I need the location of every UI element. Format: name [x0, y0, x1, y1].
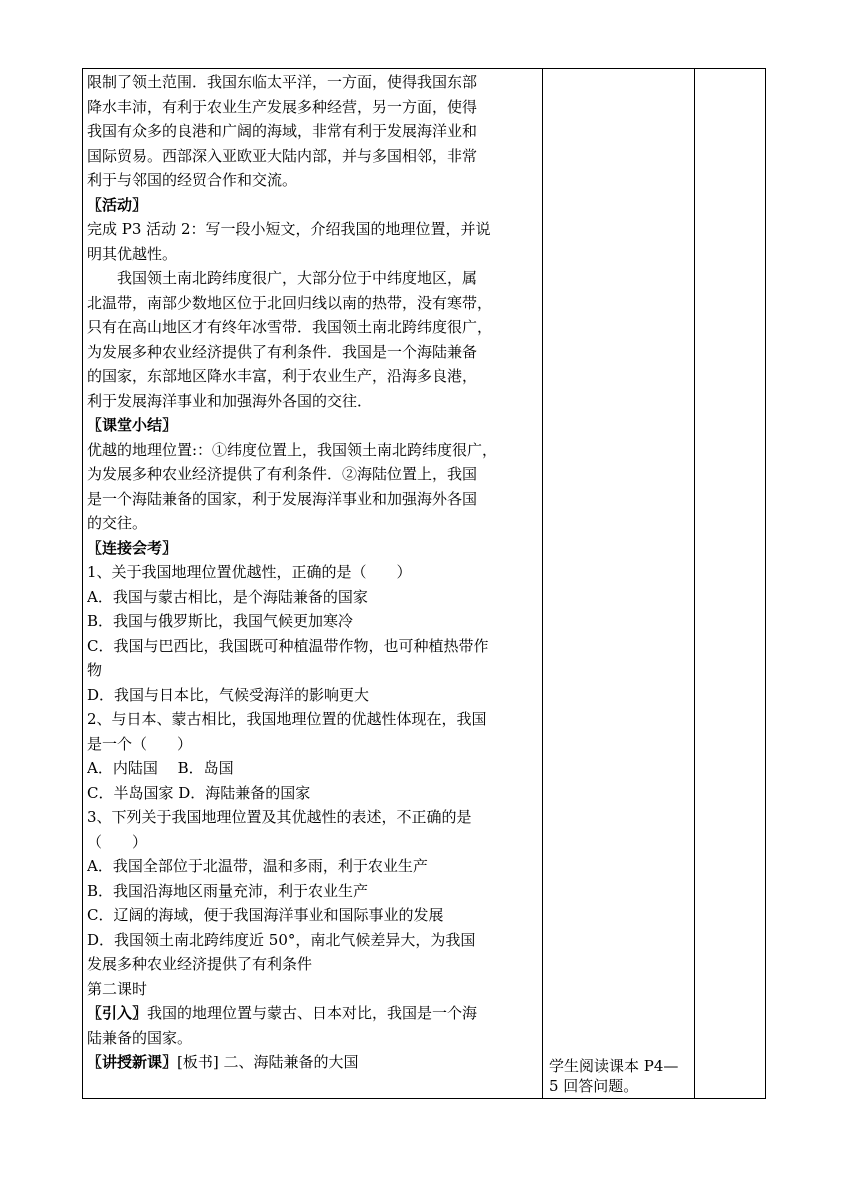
text-line: 的国家，东部地区降水丰富，利于农业生产，沿海多良港， — [87, 367, 478, 385]
text-line — [87, 1001, 538, 1026]
text-line: 第二课时 — [87, 979, 148, 998]
text-line: C．辽阔的海域，便于我国海洋事业和国际事业的发展 — [87, 906, 444, 924]
teaching-content — [83, 69, 542, 1075]
text-line: 1、关于我国地理位置优越性，正确的是（ ） — [87, 563, 412, 581]
text-line: C．我国与巴西比，我国既可种植温带作物，也可种植热带作 — [87, 636, 489, 655]
text-line: 我国领土南北跨纬度很广，大部分位于中纬度地区，属 — [87, 269, 478, 287]
text-line — [87, 1050, 538, 1075]
teaching-content-cell — [83, 69, 543, 1099]
inline-text: 我国的地理位置与蒙古、日本对比，我国是一个海 — [147, 1004, 478, 1022]
text-line: 是一个海陆兼备的国家，利于发展海洋事业和加强海外各国 — [87, 489, 478, 508]
text-line: 3、下列关于我国地理位置及其优越性的表述，不正确的是 — [87, 808, 472, 826]
text-line: 我国有众多的良港和广阔的海域，非常有利于发展海洋业和 — [87, 122, 478, 140]
student-activity-line: 学生阅读课本 P4— — [549, 1057, 679, 1075]
student-activity-line: 5 回答问题。 — [549, 1077, 639, 1095]
table-row — [83, 69, 766, 1099]
text-line: C．半岛国家 D．海陆兼备的国家 — [87, 783, 311, 802]
text-line: B．我国与俄罗斯比，我国气候更加寒冷 — [87, 612, 354, 630]
inline-heading: 〖引入〗 — [87, 1004, 148, 1022]
text-line: 利于发展海洋事业和加强海外各国的交往． — [87, 391, 373, 410]
text-line: 物 — [87, 661, 103, 679]
text-line: 明其优越性。 — [87, 244, 178, 263]
text-line: A．内陆国 B．岛国 — [87, 759, 234, 777]
text-line: （ ） — [87, 832, 148, 851]
student-activity-cell — [543, 69, 695, 1099]
text-line: A．我国与蒙古相比，是个海陆兼备的国家 — [87, 587, 368, 606]
text-line: 降水丰沛，有利于农业生产发展多种经营，另一方面，使得 — [87, 97, 478, 116]
inline-text: [板书] 二、海陆兼备的大国 — [177, 1053, 359, 1071]
text-line: 2、与日本、蒙古相比，我国地理位置的优越性体现在，我国 — [87, 710, 487, 728]
text-line: 国际贸易。西部深入亚欧亚大陆内部，并与多国相邻，非常 — [87, 146, 478, 165]
text-line: 利于与邻国的经贸合作和交流。 — [87, 171, 298, 189]
section-heading: 〖活动〗 — [87, 195, 148, 214]
text-line: 只有在高山地区才有终年冰雪带．我国领土南北跨纬度很广， — [87, 318, 493, 336]
text-line: A．我国全部位于北温带，温和多雨，利于农业生产 — [87, 857, 428, 875]
text-line: B．我国沿海地区雨量充沛，利于农业生产 — [87, 881, 369, 900]
text-line: 北温带，南部少数地区位于北回归线以南的热带，没有寒带， — [87, 293, 493, 312]
text-line: 优越的地理位置:：①纬度位置上，我国领土南北跨纬度很广， — [87, 440, 498, 459]
text-line: 完成 P3 活动 2：写一段小短文，介绍我国的地理位置，并说 — [87, 220, 491, 238]
text-line: 的交往。 — [87, 514, 148, 532]
lesson-plan-table — [82, 68, 766, 1099]
section-heading: 〖连接会考〗 — [87, 538, 178, 557]
student-activity — [549, 1056, 689, 1096]
text-line: 限制了领土范围．我国东临太平洋，一方面，使得我国东部 — [87, 73, 478, 91]
design-intent-cell — [695, 69, 766, 1099]
text-line: 为发展多种农业经济提供了有利条件．我国是一个海陆兼备 — [87, 342, 478, 361]
text-line: 是一个（ ） — [87, 734, 193, 753]
inline-heading: 〖讲授新课〗 — [87, 1053, 178, 1071]
section-heading: 〖课堂小结〗 — [87, 416, 178, 434]
text-line: D．我国领土南北跨纬度近 50°，南北气候差异大，为我国 — [87, 930, 476, 949]
text-line: 发展多种农业经济提供了有利条件 — [87, 955, 313, 973]
text-line: D．我国与日本比，气候受海洋的影响更大 — [87, 685, 370, 704]
text-line: 陆兼备的国家。 — [87, 1028, 193, 1047]
text-line: 为发展多种农业经济提供了有利条件．②海陆位置上，我国 — [87, 465, 478, 483]
